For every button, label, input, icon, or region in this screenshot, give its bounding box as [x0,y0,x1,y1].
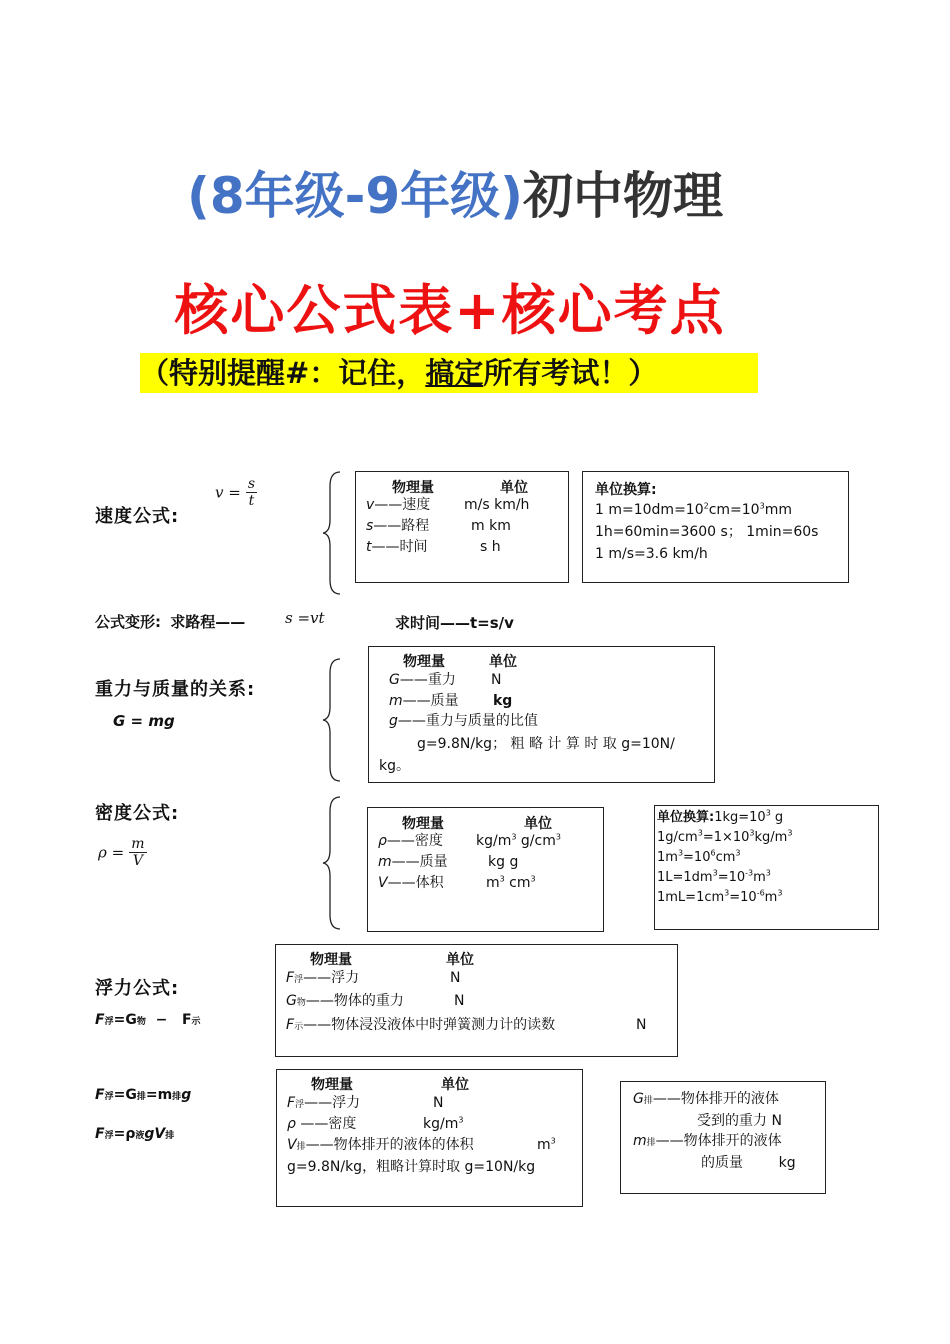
density-quantity-table [367,807,604,932]
density-conversion-box [654,805,879,930]
speed-quantity-table [355,471,569,583]
symbol: V [287,1137,297,1153]
table-row [389,692,459,710]
formula-text: =G [113,1087,137,1103]
table-header-unit: 单位 [524,816,552,832]
variation-time-label: 求时间—— [395,614,471,632]
gravity-quantity-table [368,646,715,783]
density-formula-lhs: ρ = [98,843,125,862]
density-label: 密度公式: [95,803,180,824]
conv-exp: 3 [787,828,793,838]
title-subject: 初中物理 [523,167,724,225]
conv-exp: 6 [710,848,716,858]
quantity-name: ——浮力 [303,970,360,986]
conversion-line [657,869,771,887]
quantity-name: ——速度 [374,497,431,513]
conv-exp: 3 [765,868,771,878]
formula-text: F [95,1087,105,1103]
density-formula-fraction [129,836,146,869]
reminder-pre: （特别提醒#：记住， [140,356,426,390]
table-row [366,517,429,535]
formula-sub: 浮 [104,1131,114,1141]
unit-value: m/s km/h [464,497,530,513]
formula-text: =m [145,1087,173,1103]
conv-text: 1g/cm [657,830,698,845]
unit-value: kg [493,693,513,709]
speed-formula-num: s [247,476,256,492]
density-brace [320,795,342,931]
symbol: F [286,1017,295,1033]
formula-sub: 排 [165,1131,175,1141]
unit-value: N [454,993,465,1009]
conv-exp: 2 [703,501,709,511]
side-line: 受到的重力 N [697,1113,782,1129]
conversion-line [657,889,782,907]
speed-conversion-box [582,471,849,583]
side-line [633,1132,782,1152]
symbol-sub: 排 [643,1096,653,1106]
table-header-qty: 物理量 [403,654,445,670]
table-row [389,671,456,689]
quantity-name: ——物体浸没液体中时弹簧测力计的读数 [303,1017,556,1033]
formula-sub: 物 [136,1017,146,1027]
unit-exp: 3 [458,1115,464,1125]
table-row [366,538,428,556]
table-row [287,1094,360,1114]
conv-text: 1m [657,850,678,865]
symbol: s [366,518,374,534]
table-row [378,874,444,892]
conv-text: 1mL=1cm [657,890,725,905]
buoyancy-label: 浮力公式: [95,978,180,999]
symbol-sub: 物 [296,998,306,1008]
formula-text: =ρ [113,1126,136,1142]
quantity-name: ——重力与质量的比值 [397,713,538,729]
archimedes-quantity-table [276,1069,583,1207]
conversion-line: 1 m/s=3.6 km/h [595,546,708,562]
conv-text: g [770,810,784,825]
unit-value: s h [480,539,501,555]
side-line [633,1090,779,1110]
conv-text: m [764,890,778,905]
quantity-name: ——质量 [391,854,448,870]
density-formula-num: m [131,836,145,852]
conv-text: =10 [729,890,757,905]
speed-label: 速度公式: [95,506,180,527]
unit-exp: 3 [530,874,536,884]
symbol: G [286,993,297,1009]
conversion-title: 单位换算: [657,810,715,825]
speed-formula-fraction [246,476,257,509]
buoyancy-quantity-table [275,944,678,1057]
conv-text: m [753,870,766,885]
quantity-name: ——路程 [373,518,430,534]
conv-exp: -6 [756,888,765,898]
quantity-name: ——密度 [386,833,443,849]
unit-value: kg g [488,854,519,870]
unit-text: kg/m [423,1116,459,1132]
density-formula-den: V [132,853,143,869]
table-row [366,496,430,514]
symbol: g [389,713,398,729]
variation-row [95,611,245,632]
table-row [286,969,359,989]
table-header-qty: 物理量 [310,952,352,968]
symbol: m [633,1133,647,1149]
unit-value [486,874,536,892]
quantity-name: ——重力 [399,672,456,688]
conv-exp: 3 [697,828,703,838]
conv-exp: 3 [724,888,730,898]
formula-text: =G [113,1012,137,1028]
unit-value: N [433,1095,444,1111]
quantity-name: ——时间 [371,539,428,555]
conv-text: mm [764,502,792,518]
unit-value [476,832,561,850]
table-row [286,992,404,1012]
formula-sub: 浮 [104,1017,114,1027]
conv-exp: 3 [735,848,741,858]
unit-value [423,1115,463,1133]
table-header-unit: 单位 [441,1077,469,1093]
conv-exp: 3 [759,501,765,511]
conv-text: =1×10 [702,830,750,845]
conv-text: 1L=1dm [657,870,713,885]
reminder-post: 所有考试！） [483,356,658,390]
quantity-name: ——浮力 [304,1095,361,1111]
archimedes-note-line: g=9.8N/kg，粗略计算时取 g=10N/kg [287,1159,536,1175]
symbol: G [633,1091,644,1107]
table-header-unit: 单位 [446,952,474,968]
conversion-line [657,829,792,847]
conv-text: cm [715,850,736,865]
speed-formula-lhs: v = [215,483,241,502]
symbol-sub: 排 [296,1142,306,1152]
unit-text: m [486,875,500,891]
speed-formula [215,476,257,509]
formula-sub: 浮 [104,1092,114,1102]
table-row [287,1115,356,1133]
conversion-line: 1h=60min=3600 s； 1min=60s [595,524,819,540]
variation-time [395,612,514,633]
gravity-note-line: g=9.8N/kg； 粗 略 计 算 时 取 g=10N/ [417,736,675,752]
table-header-unit: 单位 [500,480,528,496]
unit-exp: 3 [511,832,517,842]
quantity-name: ——密度 [295,1116,357,1132]
quantity-name: ——质量 [402,693,459,709]
table-header-qty: 物理量 [402,816,444,832]
reminder-banner [140,353,758,393]
table-header-qty: 物理量 [311,1077,353,1093]
symbol: v [366,497,375,513]
unit-text: kg/m [476,833,512,849]
table-row [378,832,443,850]
symbol: V [378,875,388,891]
title-grade: (8年级-9年级) [186,167,524,225]
symbol: F [286,970,295,986]
symbol: t [366,539,372,555]
unit-text: g/cm [516,833,556,849]
symbol-sub: 浮 [294,975,304,985]
page-subtitle: 核心公式表+核心考点 [174,279,726,342]
symbol: m [378,854,392,870]
quantity-name: ——物体的重力 [305,993,404,1009]
quantity-name: ——体积 [387,875,444,891]
formula-sub: 排 [172,1092,182,1102]
formula-sub: 排 [136,1092,146,1102]
formula-text: g [181,1087,192,1103]
table-row [378,853,448,871]
conv-text: =10 [717,870,746,885]
unit-exp: 3 [555,832,561,842]
side-text: ——物体排开的液体 [652,1091,779,1107]
page-title [0,156,910,228]
conversion-title: 单位换算: [595,482,657,498]
symbol-sub: 排 [646,1138,656,1148]
conv-exp: -3 [745,868,754,878]
gravity-formula: G = mg [113,712,175,730]
gravity-brace [320,657,342,783]
variation-path-label: 求路程—— [170,613,246,631]
formula-sub: 示 [191,1017,201,1027]
symbol: G [389,672,400,688]
formula-sub: 液 [135,1131,145,1141]
archimedes-formula-2 [95,1126,174,1142]
formula-text: − F [145,1012,192,1028]
conversion-line [657,849,740,867]
unit-value: N [491,672,502,688]
side-line: 的质量 kg [701,1155,796,1171]
quantity-name: ——物体排开的液体的体积 [305,1137,474,1153]
symbol: ρ [378,833,387,849]
conversion-line [595,501,792,519]
formula-text: F [95,1012,105,1028]
side-text: ——物体排开的液体 [655,1133,782,1149]
density-formula [98,836,147,869]
gravity-note-line: kg。 [379,758,410,774]
conv-text: cm=10 [708,502,760,518]
symbol: m [389,693,403,709]
table-row [286,1016,555,1036]
speed-brace [320,470,342,596]
table-header-unit: 单位 [489,654,517,670]
unit-value [537,1136,556,1154]
unit-text: cm [504,875,531,891]
table-row [287,1136,474,1156]
speed-formula-den: t [248,493,255,509]
symbol: ρ [287,1116,296,1132]
symbol-sub: 浮 [295,1100,305,1110]
symbol: F [287,1095,296,1111]
conv-text: 1 m=10dm=10 [595,502,704,518]
conv-text: kg/m [754,830,788,845]
variation-label: 公式变形: [95,613,161,631]
symbol-sub: 示 [294,1022,304,1032]
conv-text: 1kg=10 [714,810,766,825]
unit-text: m [537,1137,551,1153]
archimedes-side-box [620,1081,826,1194]
unit-exp: 3 [550,1136,556,1146]
unit-value: N [450,970,461,986]
conv-exp: 3 [777,888,783,898]
table-header-qty: 物理量 [392,480,434,496]
conversion-line [657,809,783,827]
buoyancy-formula [95,1012,201,1028]
archimedes-formula-1 [95,1087,191,1103]
reminder-underlined: 搞定 [425,356,484,390]
table-row [389,712,538,730]
unit-exp: 3 [499,874,505,884]
conv-exp: 3 [712,868,718,878]
unit-value: N [636,1017,647,1033]
variation-path-formula: s =vt [285,609,325,627]
formula-text: gV [144,1126,166,1142]
conv-exp: 3 [749,828,755,838]
unit-value: m km [471,518,511,534]
conv-exp: 3 [677,848,684,858]
variation-time-formula: t=s/v [470,614,514,632]
conv-text: =10 [683,850,711,865]
formula-text: F [95,1126,105,1142]
conv-exp: 3 [765,808,771,818]
gravity-label: 重力与质量的关系: [95,679,256,700]
